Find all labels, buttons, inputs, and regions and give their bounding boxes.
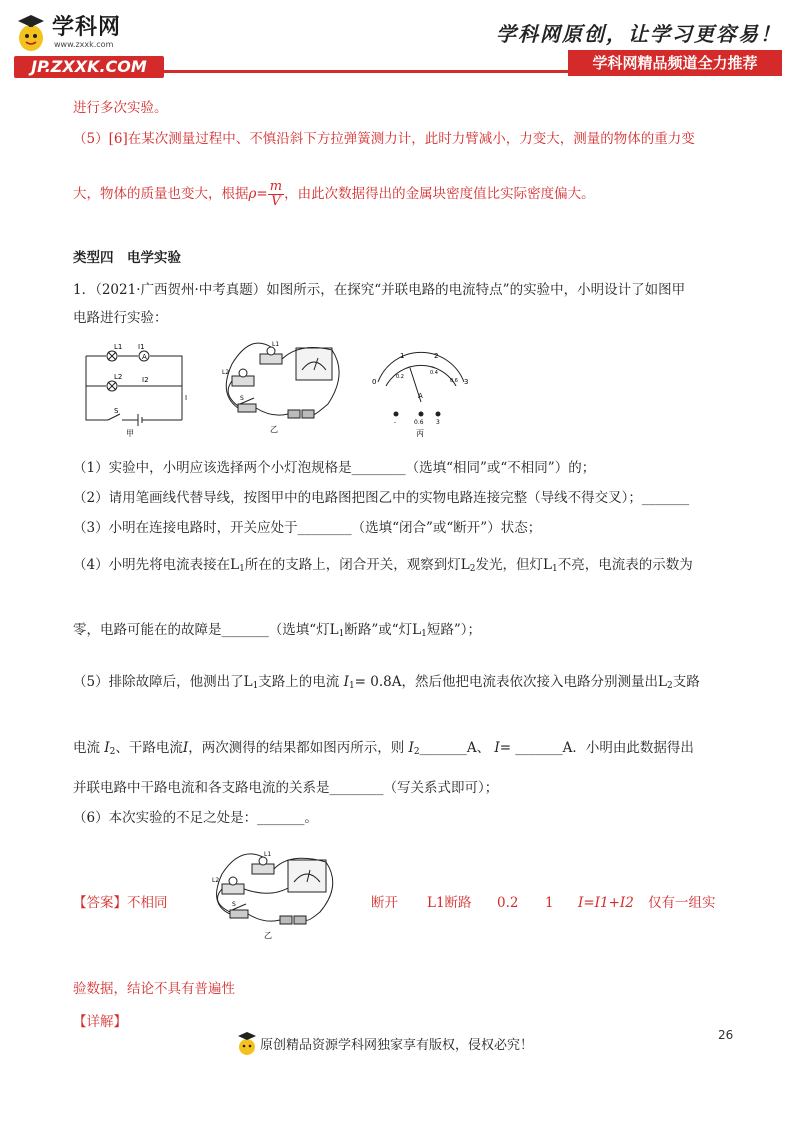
- q4-l1d: L: [412, 622, 422, 638]
- answer-5b: 1: [545, 895, 554, 911]
- logo-title: 学科网: [52, 15, 122, 40]
- density-fraction: [268, 180, 284, 209]
- rho-symbol: ρ=: [248, 186, 268, 202]
- answer-6a: 仅有一组实: [648, 895, 716, 911]
- answer-circuit-figure: [200, 848, 348, 944]
- dial-small-scale-1: 0.2: [396, 374, 404, 380]
- q5-text-h: _______A、: [419, 740, 491, 756]
- header-slogan: 学科网原创，让学习更容易！: [496, 22, 782, 46]
- fig-jia-caption: 甲: [126, 429, 134, 438]
- answer-fig-l2-label: L2: [212, 877, 220, 884]
- q5-text-f: 、干路电流: [115, 740, 183, 756]
- answer-label: 【答案】不相同: [73, 895, 168, 911]
- answer-5a: 0.2: [497, 895, 519, 911]
- answer-5c: I=I1+I2: [578, 895, 634, 911]
- logo: [14, 10, 164, 78]
- question-intro-1: 1．（2021·广西贺州·中考真题）如图所示，在探究“并联电路的电流特点”的实验中，小明设计了如图甲: [73, 282, 686, 298]
- q5-i-total: I: [182, 740, 189, 756]
- q4-l1c-sub: 1: [338, 629, 345, 639]
- q5-i2: I: [104, 740, 110, 756]
- q5-i1: I: [343, 674, 349, 690]
- q5-text-e: 电流: [73, 740, 100, 756]
- q4-l1b-sub: 1: [551, 564, 558, 574]
- fig-yi-caption: 乙: [270, 425, 278, 434]
- q4-text-c: 发光，但灯: [475, 557, 543, 573]
- fig-jia-l1-label: L1: [114, 343, 123, 351]
- question-6: （6）本次实验的不足之处是：_______。: [73, 810, 318, 826]
- q5-text-c: ，然后他把电流表依次接入电路分别测量出: [401, 674, 658, 690]
- answer-fig-caption: 乙: [264, 931, 272, 940]
- q4-text-d: 不亮，电流表的示数为: [557, 557, 693, 573]
- answer-3: 断开: [371, 895, 398, 911]
- dial-terminal-06: 0.6: [414, 419, 424, 426]
- q4-l1: L: [230, 557, 240, 573]
- logo-url: JP.ZXXK.COM: [14, 56, 164, 78]
- q5-i2-sub: 2: [109, 747, 116, 757]
- q4-text-a: （4）小明先将电流表接在: [73, 557, 231, 573]
- q4-l2: L: [460, 557, 470, 573]
- question-5-line2: [73, 738, 694, 762]
- answer-4: L1断路: [427, 895, 472, 911]
- fig-jia-l2-label: L2: [114, 373, 123, 381]
- answer-prev-line3-post: ，由此次数据得出的金属块密度值比实际密度偏大。: [284, 186, 595, 202]
- q4-l1c: L: [329, 622, 339, 638]
- q5-i2b-sub: 2: [413, 747, 420, 757]
- dial-scale-3: 3: [464, 378, 469, 386]
- dial-scale-1: 1: [400, 352, 405, 360]
- fig-bing-caption: 丙: [416, 429, 424, 438]
- section-title: 类型四 电学实验: [73, 250, 181, 266]
- fraction-numerator: m: [269, 179, 283, 194]
- dial-small-scale-3: 0.6: [450, 378, 458, 384]
- ammeter-dial-bing: [366, 342, 476, 438]
- q5-i2b: I: [408, 740, 414, 756]
- answer-fig-l1-label: L1: [264, 851, 272, 858]
- question-5-line1: [73, 672, 700, 696]
- q4-text-g: 短路”）；: [426, 622, 482, 638]
- q5-l2-sub: 2: [666, 681, 673, 691]
- physical-circuit-yi: [210, 334, 350, 438]
- q4-l1b: L: [543, 557, 552, 573]
- logo-subtitle: www.zxxk.com: [54, 40, 114, 49]
- fig-jia-ammeter-label: A: [142, 353, 147, 361]
- q5-i-totalb: I: [494, 740, 500, 756]
- dial-scale-2: 2: [434, 352, 439, 360]
- question-4-line2: [73, 620, 481, 644]
- q5-text-d: 支路: [672, 674, 700, 690]
- fraction-denominator: V: [271, 194, 281, 209]
- fig-yi-l1-label: L1: [272, 341, 280, 348]
- header-banner: 学科网精品频道全力推荐: [568, 50, 782, 76]
- q4-text-f: 断路”或“灯: [344, 622, 413, 638]
- answer-prev-line2: （5）[6]在某次测量过程中、不慎沿斜下方拉弹簧测力计，此时力臂减小，力变大，测量的物体的重力变: [73, 131, 695, 147]
- q5-equation: = 0.8A: [354, 674, 402, 690]
- dial-a-label: A: [418, 392, 423, 400]
- fig-yi-l2-label: L2: [222, 369, 230, 376]
- q4-text-e: 零，电路可能在的故障是_______（选填“灯: [73, 622, 330, 638]
- answer-detail-label: 【详解】: [73, 1014, 127, 1030]
- question-3: （3）小明在连接电路时，开关应处于________（选填“闭合”或“断开”）状态；: [73, 520, 542, 536]
- dial-small-scale-2: 0.4: [430, 370, 438, 376]
- question-1: （1）实验中，小明应该选择两个小灯泡规格是________（选填“相同”或“不相同”）的；: [73, 460, 596, 476]
- footer-copyright: 原创精品资源学科网独家享有版权，侵权必究！: [260, 1038, 534, 1053]
- q5-text-i: = _______A．小明由此数据得出: [499, 740, 694, 756]
- fig-jia-i2-label: I2: [142, 376, 149, 384]
- footer-mascot-icon: [236, 1030, 258, 1056]
- circuit-diagram-jia: [78, 338, 190, 438]
- page-number: 26: [718, 1028, 734, 1042]
- fig-jia-i1-label: I1: [138, 343, 145, 351]
- question-4-line1: [73, 555, 693, 579]
- answer-prev-line3-pre: 大，物体的质量也变大，根据: [73, 186, 249, 202]
- answer-fig-s-label: S: [232, 901, 236, 908]
- question-2: （2）请用笔画线代替导线，按图甲中的电路图把图乙中的实物电路连接完整（导线不得交叉）；_______: [73, 490, 690, 506]
- q4-l1d-sub: 1: [421, 629, 427, 639]
- q4-l2-sub: 2: [469, 564, 476, 574]
- dial-terminal-3: 3: [436, 419, 440, 426]
- answer-prev-line3: [73, 180, 595, 209]
- q5-l1: L: [243, 674, 253, 690]
- fig-jia-i-label: I: [185, 394, 188, 402]
- q5-l2: L: [658, 674, 667, 690]
- fig-jia-s-label: S: [114, 407, 119, 415]
- question-5-line3: 并联电路中干路电流和各支路电流的关系是________（写关系式即可）；: [73, 780, 499, 796]
- mascot-icon: [14, 12, 48, 52]
- header-divider: [160, 70, 630, 73]
- q5-text-b: 支路上的电流: [258, 674, 340, 690]
- dial-terminal-neg: -: [394, 419, 397, 426]
- q4-l1-sub: 1: [239, 564, 245, 574]
- answer-6b: 验数据，结论不具有普遍性: [73, 981, 235, 997]
- q5-l1-sub: 1: [252, 681, 259, 691]
- q5-i1-sub: 1: [348, 681, 355, 691]
- answer-prev-line1: 进行多次实验。: [73, 100, 168, 116]
- dial-scale-0: 0: [372, 378, 377, 386]
- q4-text-b: 所在的支路上，闭合开关，观察到灯: [244, 557, 461, 573]
- question-intro-2: 电路进行实验：: [73, 310, 168, 326]
- fig-yi-s-label: S: [240, 395, 244, 402]
- q5-text-g: ，两次测得的结果都如图丙所示，则: [188, 740, 405, 756]
- q5-text-a: （5）排除故障后，他测出了: [73, 674, 244, 690]
